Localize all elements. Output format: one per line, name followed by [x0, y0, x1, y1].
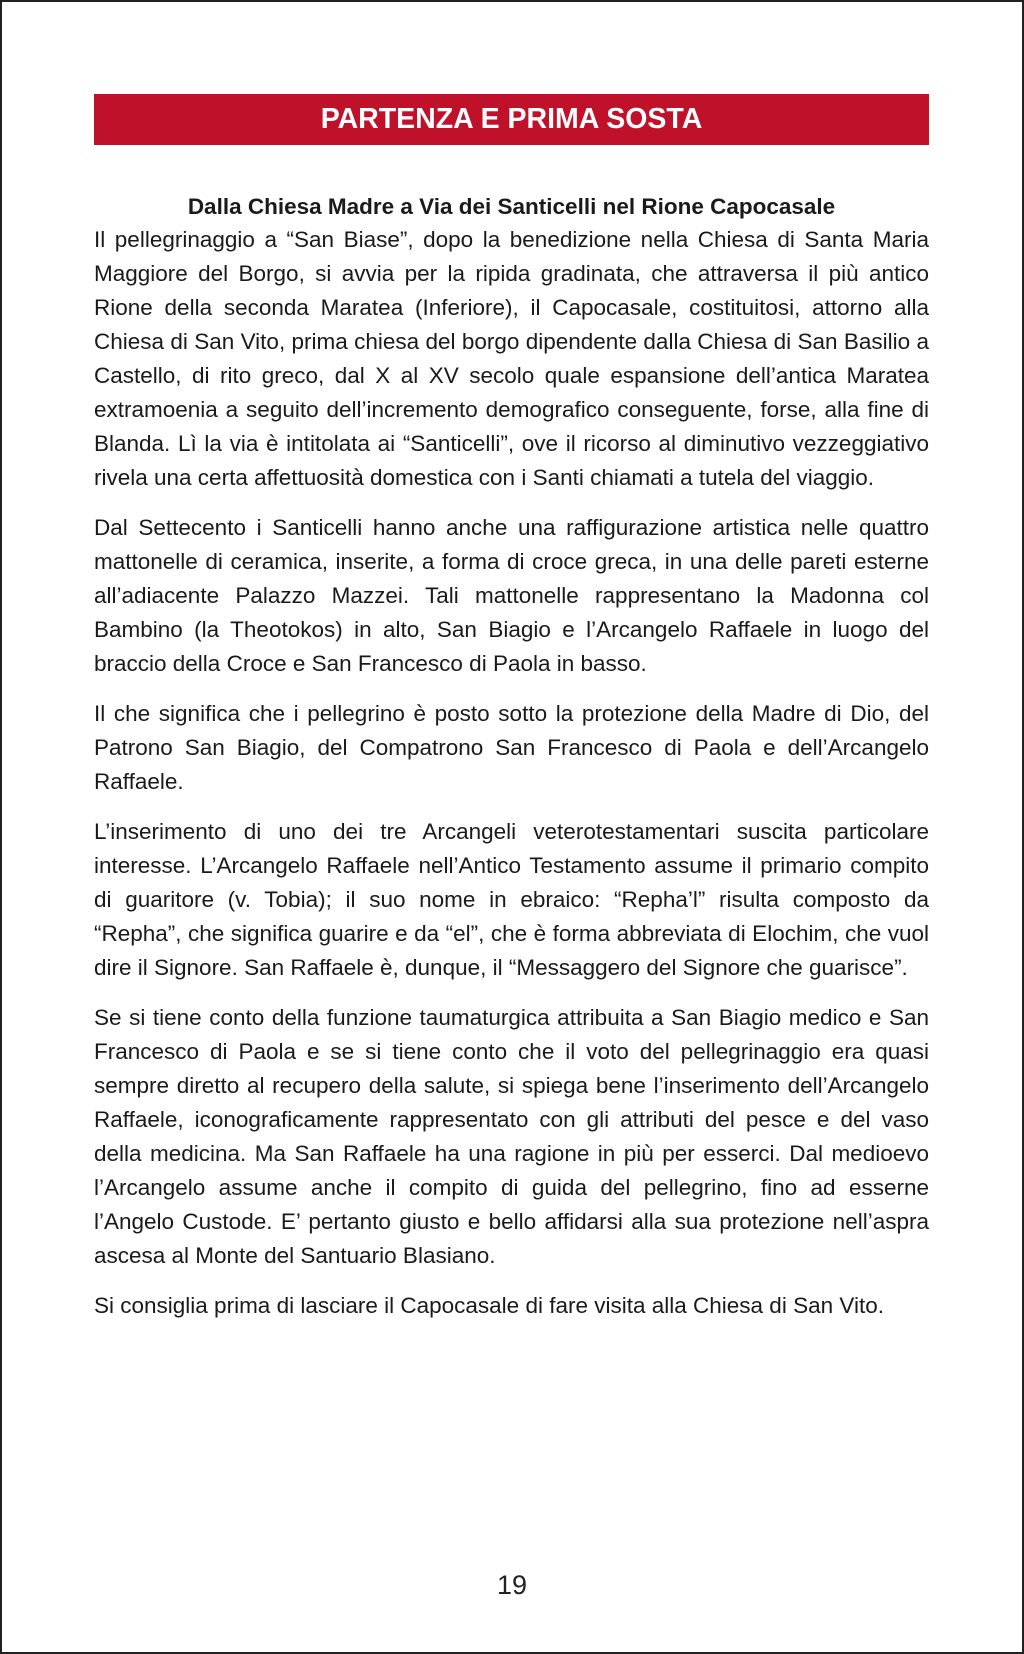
paragraph-1: Il pellegrinaggio a “San Biase”, dopo la benedizione nella Chiesa di Santa Maria Maggiore del Borgo, si avvia per la ripida gradinata, che attraversa il più antico Rione della seconda Maratea (Inferiore), il Capocasale, costituitosi, attorno alla Chiesa di San Vito, prima chiesa del borgo dipendente dalla Chiesa di San Basilio a Castello, di rito greco, dal X al XV secolo quale espansione dell’antica Maratea extramoenia a seguito dell’incremento demografico conseguente, forse, alla fine di Blanda. Lì la via è intitolata ai “Santicelli”, ove il ricorso al diminutivo vezzeggiativo rivela una certa affettuosità domestica con i Santi chiamati a tutela del viaggio.: [94, 227, 929, 490]
section-title-bar: [94, 94, 929, 145]
paragraph-6: Si consiglia prima di lasciare il Capocasale di fare visita alla Chiesa di San Vito.: [94, 1293, 884, 1318]
paragraph-3: Il che significa che i pellegrino è posto sotto la protezione della Madre di Dio, del Patrono San Biagio, del Compatrono San Francesco di Paola e dell’Arcangelo Raffaele.: [94, 701, 929, 794]
paragraph-2: Dal Settecento i Santicelli hanno anche una raffigurazione artistica nelle quattro mattonelle di ceramica, inserite, a forma di croce greca, in una delle pareti esterne all’adiacente Palazzo Mazzei. Tali mattonelle rappresentano la Madonna col Bambino (la Theotokos) in alto, San Biagio e l’Arcangelo Raffaele in luogo del braccio della Croce e San Francesco di Paola in basso.: [94, 515, 929, 676]
section-title: PARTENZA E PRIMA SOSTA: [320, 103, 703, 135]
page-number: 19: [496, 1570, 528, 1600]
paragraph-4: L’inserimento di uno dei tre Arcangeli veterotestamentari suscita particolare interesse. L’Arcangelo Raffaele nell’Antico Testamento assume il primario compito di guaritore (v. Tobia); il suo nome in ebraico: “Repha’l” risulta composto da “Repha”, che significa guarire e da “el”, che è forma abbreviata di Elochim, che vuol dire il Signore. San Raffaele è, dunque, il “Messaggero del Signore che guarisce”.: [94, 819, 929, 980]
section-subtitle: Dalla Chiesa Madre a Via dei Santicelli nel Rione Capocasale: [187, 194, 836, 219]
page-content: [94, 94, 929, 1339]
paragraph-5: Se si tiene conto della funzione taumaturgica attribuita a San Biagio medico e San Francesco di Paola e se si tiene conto che il voto del pellegrinaggio era quasi sempre diretto al recupero della salute, si spiega bene l’inserimento dell’Arcangelo Raffaele, iconograficamente rappresentato con gli attributi del pesce e del vaso della medicina. Ma San Raffaele ha una ragione in più per esserci. Dal medioevo l’Arcangelo assume anche il compito di guida del pellegrino, fino ad esserne l’Angelo Custode. E’ pertanto giusto e bello affidarsi alla sua protezione nell’aspra ascesa al Monte del Santuario Blasiano.: [94, 1005, 929, 1268]
